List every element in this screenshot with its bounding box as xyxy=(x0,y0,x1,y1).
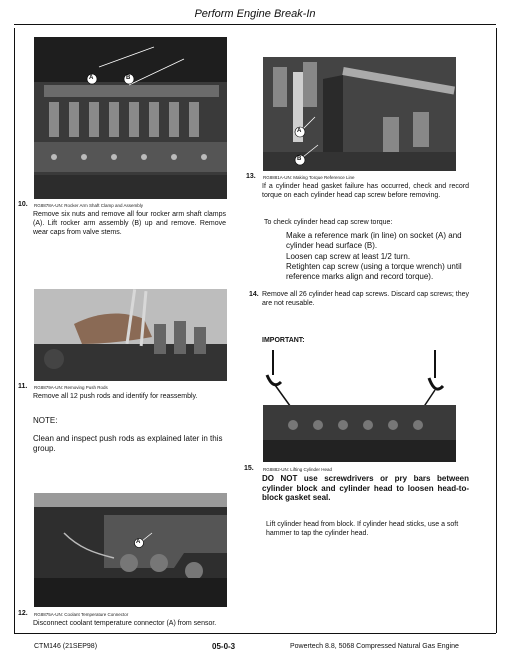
torque-reference-photo xyxy=(263,57,456,171)
callout-b: B xyxy=(126,75,131,81)
step-10-caption: RG8878A-UN: Rocker Arm Shaft Clamp and Assembly xyxy=(34,203,144,208)
right-border xyxy=(496,28,497,633)
step-15-text: Lift cylinder head from block. If cylinder head sticks, use a soft hammer to tap the cylinder head. xyxy=(266,521,459,537)
step-12-number: 12. xyxy=(18,610,28,617)
footer-engine-title: Powertech 8.8, 5068 Compressed Natural Gas Engine xyxy=(290,643,459,650)
rocker-arm-illustration xyxy=(34,37,227,199)
coolant-connector-illustration xyxy=(34,493,227,607)
left-border xyxy=(14,28,15,633)
step-10-text: Remove six nuts and remove all four rocker arm shaft clamps (A). Lift rocker arm assembly (B) up and remove. Remove wear caps from valve stems. xyxy=(33,211,226,236)
page-title: Perform Engine Break-In xyxy=(194,8,316,20)
check-torque-intro: To check cylinder head cap screw torque: xyxy=(264,219,393,226)
push-rods-photo xyxy=(34,289,227,381)
header-rule xyxy=(14,24,496,25)
footer-page-number: 05-0-3 xyxy=(212,642,236,651)
step-13-number: 13. xyxy=(246,173,256,180)
step-11-number: 11. xyxy=(18,383,28,390)
important-label: IMPORTANT: xyxy=(262,337,305,344)
step-13-text: If a cylinder head gasket failure has occurred, check and record torque on each cylinder head cap screw before removing. xyxy=(262,183,469,199)
callout-a-torque: A xyxy=(297,128,302,134)
lifting-head-photo xyxy=(263,350,456,462)
step-13-caption: RG8881A-UN: Making Torque Reference Line xyxy=(263,175,355,180)
step-15-caption: RG8882-UN: Lifting Cylinder Head xyxy=(263,467,333,472)
push-rods-illustration xyxy=(34,289,227,381)
rocker-arm-photo xyxy=(34,37,227,199)
check-torque-item-1: Make a reference mark (in line) on socket (A) and cylinder head surface (B). xyxy=(286,231,462,250)
note-text: Clean and inspect push rods as explained later in this group. xyxy=(33,434,223,453)
step-10-number: 10. xyxy=(18,201,28,208)
step-14-number: 14. xyxy=(249,291,259,298)
footer-doc-id: CTM146 (21SEP98) xyxy=(34,643,98,650)
warning-text: DO NOT use screwdrivers or pry bars between cylinder block and cylinder head to loosen head-to-block gasket seal. xyxy=(262,474,469,502)
check-torque-item-3: Retighten cap screw (using a torque wrench) until reference marks align and record torque). xyxy=(286,262,462,281)
torque-reference-illustration xyxy=(263,57,456,171)
step-11-caption: RG8879A-UN: Removing Push Rods xyxy=(34,385,108,390)
check-torque-item-2: Loosen cap screw at least 1/2 turn. xyxy=(286,252,411,261)
note-label: NOTE: xyxy=(33,416,58,425)
callout-b-torque: B xyxy=(297,156,302,162)
step-15-number: 15. xyxy=(244,465,254,472)
coolant-connector-photo xyxy=(34,493,227,607)
step-14-text: Remove all 26 cylinder head cap screws. Discard cap screws; they are not reusable. xyxy=(262,291,469,307)
lifting-head-illustration xyxy=(263,350,456,462)
step-11-text: Remove all 12 push rods and identify for reassembly. xyxy=(33,393,198,400)
callout-a: A xyxy=(89,75,94,81)
callout-a-coolant: A xyxy=(136,539,141,545)
footer-rule xyxy=(14,633,496,634)
step-12-caption: RG8875A-UN: Coolant Temperature Connector xyxy=(34,612,129,617)
step-12-text: Disconnect coolant temperature connector (A) from sensor. xyxy=(33,620,217,627)
